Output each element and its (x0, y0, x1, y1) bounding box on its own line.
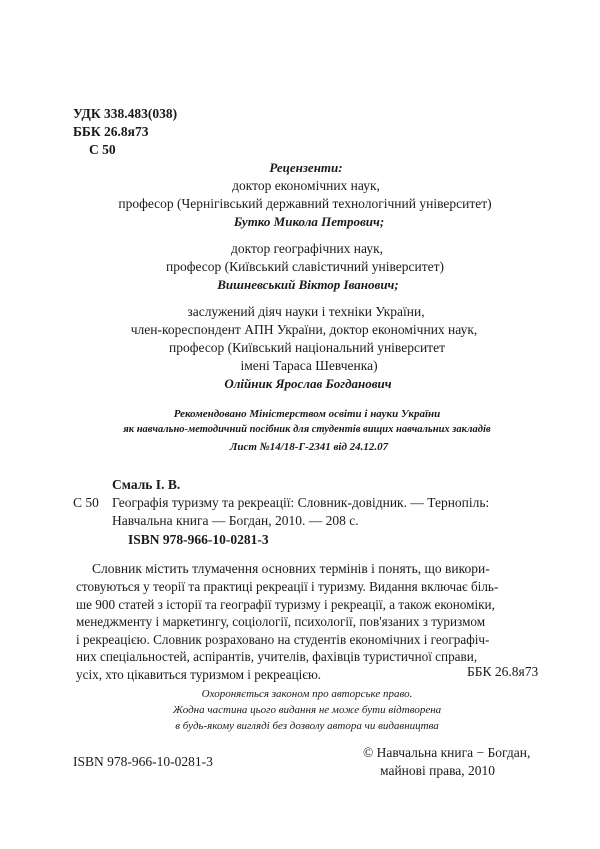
footer-isbn: ISBN 978-966-10-0281-3 (73, 754, 213, 769)
abstract-line: стовуються у теорії та практиці рекреації і туризму. Видання включає біль- (76, 579, 499, 594)
recommendation-line-2: як навчально-методичний посібник для студентів вищих навчальних закладів (123, 424, 491, 435)
copyright-notice-line-3: в будь-якому вигляді без дозволу автора чи видавництва (175, 720, 439, 732)
reviewer-1-name: Бутко Микола Петрович; (233, 214, 385, 229)
abstract-line: і рекреацією. Словник розраховано на студентів економічних і географіч- (76, 631, 490, 647)
catalog-author: Смаль І. В. (112, 477, 181, 492)
reviewer-2-degree: доктор географічних наук, (230, 241, 384, 256)
catalog-title-line-1: Географія туризму та рекреації: Словник-довідник. — Тернопіль: (112, 495, 490, 510)
recommendation-letter: Лист №14/18-Г-2341 від 24.12.07 (229, 441, 389, 453)
copyright-notice-line-2: Жодна частина цього видання не може бути відтворена (172, 704, 442, 716)
reviewer-3-degree: член-кореспондент АПН України, доктор економічних наук, (130, 322, 478, 337)
udk-code: УДК 338.483(038) (73, 106, 178, 121)
footer-copyright-line-2: майнові права, 2010 (380, 763, 496, 778)
recommendation-line-1: Рекомендовано Міністерством освіти і науки України (173, 408, 441, 420)
bbk-code: ББК 26.8я73 (73, 124, 149, 139)
reviewer-3-university: імені Тараса Шевченка) (240, 358, 378, 373)
reviewer-3-name: Олійник Ярослав Богданович (224, 376, 392, 391)
catalog-record-code: С 50 (73, 495, 99, 510)
abstract-line: усіх, хто цікавиться туризмом і рекреацією. (76, 666, 322, 682)
reviewers-heading: Рецензенти: (269, 160, 343, 175)
reviewer-2-name: Вишневський Віктор Іванович; (217, 277, 399, 292)
copyright-notice-line-1: Охороняється законом про авторське право. (201, 688, 413, 700)
reviewer-3-title: заслужений діяч науки і техніки України, (187, 304, 425, 319)
reviewer-3-position: професор (Київський національний університет (169, 340, 445, 355)
reviewer-1-position: професор (Чернігівський державний технологічний університет) (118, 196, 492, 211)
abstract-bbk: ББК 26.8я73 (467, 664, 539, 679)
catalog-isbn: ISBN 978-966-10-0281-3 (128, 532, 269, 547)
abstract-line: них спеціальностей, аспірантів, учителів, фахівців туристичної справи, (76, 649, 478, 664)
abstract-paragraph (92, 560, 550, 578)
abstract-line: менеджменту і маркетингу, соціології, психології, пов'язаних з туризмом (76, 614, 486, 629)
reviewer-2-position: професор (Київський славістичний університет) (165, 259, 445, 274)
catalog-title-line-2: Навчальна книга — Богдан, 2010. — 208 с. (112, 513, 359, 528)
catalog-code: С 50 (89, 142, 116, 157)
reviewer-1-degree: доктор економічних наук, (232, 178, 380, 193)
abstract-line: ше 900 статей з історії та географії туризму і рекреації, а також економіки, (76, 596, 495, 612)
footer-copyright-line-1: © Навчальна книга − Богдан, (363, 745, 531, 760)
abstract-line: Словник містить тлумачення основних термінів і понять, що викори- (92, 561, 490, 576)
